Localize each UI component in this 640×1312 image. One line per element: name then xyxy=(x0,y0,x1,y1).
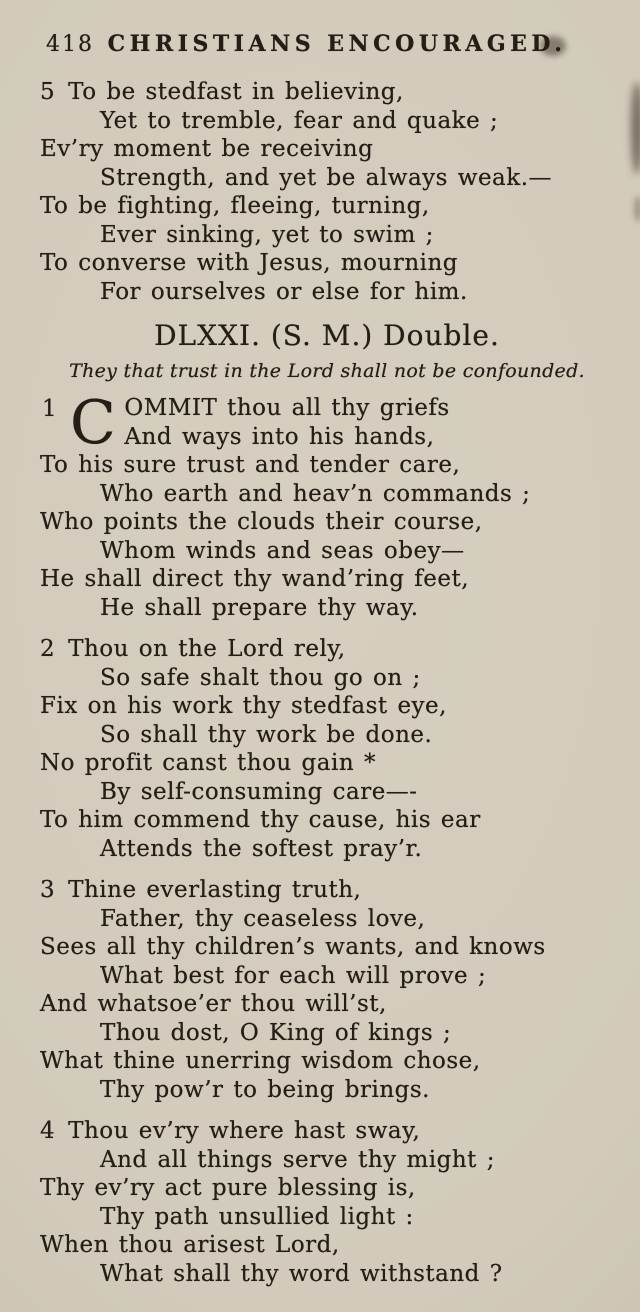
hymn-epigraph: They that trust in the Lord shall not be confounded. xyxy=(69,360,585,382)
verse-line: What best for each will prove ; xyxy=(100,962,487,989)
verse-number: 2 xyxy=(40,636,56,662)
hymn-heading: DLXXI. (S. M.) Double. xyxy=(154,319,500,352)
hymn-verses-section xyxy=(40,388,614,1288)
verse-line: And whatsoe’er thou will’st, xyxy=(40,991,387,1017)
verse-line: Sees all thy children’s wants, and knows xyxy=(40,934,546,960)
verse-line: And ways into his hands, xyxy=(124,423,435,450)
verse xyxy=(40,635,614,863)
verse-number: 1 xyxy=(42,396,58,422)
verse xyxy=(40,388,614,622)
verse-number: 5 xyxy=(40,79,56,105)
verse-number: 4 xyxy=(40,1118,56,1144)
verse-line: To his sure trust and tender care, xyxy=(40,452,461,478)
verse-line: Thy ev’ry act pure blessing is, xyxy=(40,1175,416,1201)
verse-line: Father, thy ceaseless love, xyxy=(100,905,426,932)
verse-line: Who points the clouds their course, xyxy=(40,509,483,535)
verse xyxy=(40,1117,614,1288)
verse-line: What thine unerring wisdom chose, xyxy=(40,1048,481,1074)
verse-line: OMMIT thou all thy griefs xyxy=(124,395,450,421)
verse-line: When thou arisest Lord, xyxy=(40,1232,340,1258)
verse xyxy=(40,78,614,306)
verse-line: By self-consuming care—- xyxy=(100,778,418,805)
verse-line: Thou dost, O King of kings ; xyxy=(100,1019,452,1046)
verse-line: For ourselves or else for him. xyxy=(100,278,468,305)
verse-line: He shall prepare thy way. xyxy=(100,594,419,621)
verse-number: 3 xyxy=(40,877,56,903)
verse-line: So safe shalt thou go on ; xyxy=(100,664,421,691)
verse-line: Thy pow’r to being brings. xyxy=(100,1076,430,1103)
verse-line: Whom winds and seas obey— xyxy=(100,537,465,564)
verse-line: To be fighting, fleeing, turning, xyxy=(40,193,430,219)
verse-line: Attends the softest pray’r. xyxy=(100,835,423,862)
running-title: CHRISTIANS ENCOURAGED. xyxy=(107,31,567,57)
verse-line: Ev’ry moment be receiving xyxy=(40,136,374,162)
verse-line: No profit canst thou gain * xyxy=(40,750,376,776)
verse-line: 2 Thou on the Lord rely, xyxy=(40,636,346,662)
verse-line: Who earth and heav’n commands ; xyxy=(100,480,531,507)
verse-line: He shall direct thy wand’ring feet, xyxy=(40,566,470,592)
page-number: 418 xyxy=(46,32,94,57)
page-header xyxy=(40,28,614,62)
verse-line: 3 Thine everlasting truth, xyxy=(40,877,362,903)
verse-line: So shall thy work be done. xyxy=(100,721,433,748)
verse-line: And all things serve thy might ; xyxy=(100,1146,495,1173)
verse-line: What shall thy word withstand ? xyxy=(100,1260,503,1287)
drop-cap-letter: C xyxy=(70,388,117,458)
verse-line: Ever sinking, yet to swim ; xyxy=(100,221,434,248)
verse-line: To him commend thy cause, his ear xyxy=(40,807,481,833)
verse xyxy=(40,876,614,1104)
verse-line: 5 To be stedfast in believing, xyxy=(40,79,404,105)
scan-artifact xyxy=(634,196,640,222)
verse-line: Strength, and yet be always weak.— xyxy=(100,164,553,191)
verse-line: Thy path unsullied light : xyxy=(100,1203,414,1230)
verse-line: Yet to tremble, fear and quake ; xyxy=(100,107,499,134)
verse-line: To converse with Jesus, mourning xyxy=(40,250,459,276)
verse-line: 4 Thou ev’ry where hast sway, xyxy=(40,1118,421,1144)
scan-artifact xyxy=(631,82,640,174)
verse-line: Fix on his work thy stedfast eye, xyxy=(40,693,447,719)
continued-stanza-section xyxy=(40,78,614,306)
